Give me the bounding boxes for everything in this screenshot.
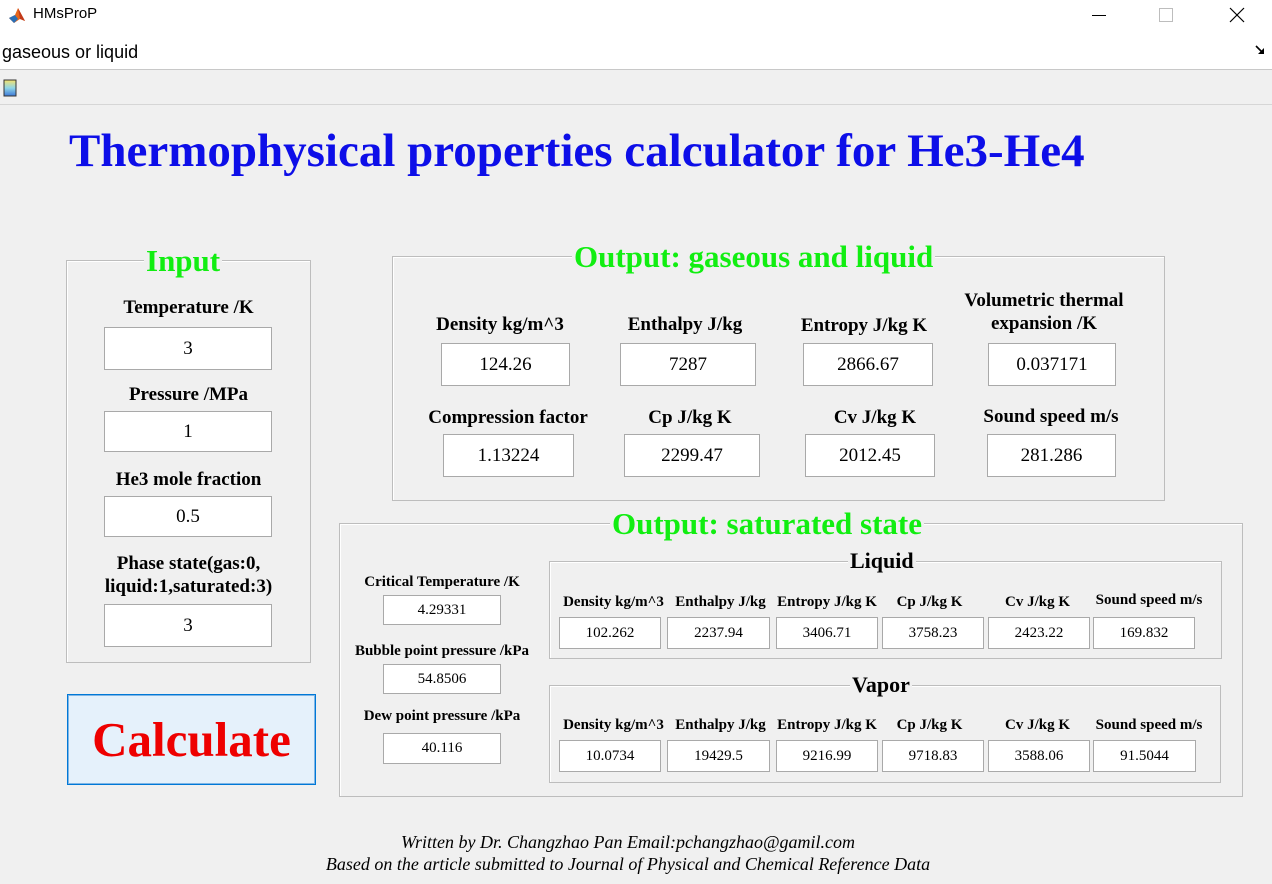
liq-density-value: 102.262 bbox=[559, 617, 661, 649]
gl-compression-label: Compression factor bbox=[428, 407, 588, 428]
vap-enthalpy-value: 19429.5 bbox=[667, 740, 770, 772]
calculate-button[interactable]: Calculate bbox=[67, 694, 316, 785]
bubble-pressure-label: Bubble point pressure /kPa bbox=[354, 643, 530, 659]
gl-cv-label: Cv J/kg K bbox=[833, 407, 917, 428]
matlab-app-icon bbox=[8, 6, 26, 24]
phase-state-input[interactable]: 3 bbox=[104, 604, 272, 647]
pressure-label: Pressure /MPa bbox=[128, 384, 249, 405]
vap-cp-value: 9718.83 bbox=[882, 740, 984, 772]
colorbar-tool-icon[interactable] bbox=[3, 79, 17, 97]
vap-sound-speed-value: 91.5044 bbox=[1093, 740, 1196, 772]
output-sat-title: Output: saturated state bbox=[612, 506, 922, 541]
maximize-button[interactable] bbox=[1143, 0, 1189, 30]
phase-state-label-line2: liquid:1,saturated:3) bbox=[104, 576, 273, 597]
input-panel-title: Input bbox=[146, 243, 221, 278]
minimize-icon bbox=[1092, 15, 1106, 16]
vap-density-value: 10.0734 bbox=[559, 740, 661, 772]
temperature-input[interactable]: 3 bbox=[104, 327, 272, 370]
vap-entropy-label: Entropy J/kg K bbox=[777, 717, 877, 733]
liq-entropy-value: 3406.71 bbox=[776, 617, 878, 649]
hint-bar bbox=[0, 30, 1272, 70]
output-gl-title: Output: gaseous and liquid bbox=[574, 239, 934, 274]
he3-fraction-label: He3 mole fraction bbox=[115, 469, 262, 490]
vapor-title: Vapor bbox=[852, 672, 910, 697]
gl-thermal-expansion-label-line1: Volumetric thermal bbox=[964, 290, 1124, 311]
liq-density-label: Density kg/m^3 bbox=[563, 594, 664, 610]
gl-compression-value: 1.13224 bbox=[443, 434, 574, 477]
vap-density-label: Density kg/m^3 bbox=[563, 717, 664, 733]
liq-enthalpy-label: Enthalpy J/kg bbox=[675, 594, 766, 610]
page-title: Thermophysical properties calculator for He3-He4 bbox=[69, 125, 1085, 177]
liq-sound-speed-label: Sound speed m/s bbox=[1095, 592, 1203, 608]
he3-fraction-input[interactable]: 0.5 bbox=[104, 496, 272, 537]
dew-pressure-value: 40.116 bbox=[383, 733, 501, 764]
close-icon bbox=[1229, 7, 1245, 23]
temperature-label: Temperature /K bbox=[123, 297, 254, 318]
gl-entropy-value: 2866.67 bbox=[803, 343, 933, 386]
dew-pressure-label: Dew point pressure /kPa bbox=[363, 708, 521, 724]
gl-density-value: 124.26 bbox=[441, 343, 570, 386]
hint-text: gaseous or liquid bbox=[2, 42, 139, 62]
gl-cp-label: Cp J/kg K bbox=[648, 407, 732, 428]
input-panel bbox=[66, 260, 311, 663]
liq-cv-value: 2423.22 bbox=[988, 617, 1090, 649]
maximize-icon bbox=[1159, 8, 1173, 22]
vap-cv-label: Cv J/kg K bbox=[1004, 717, 1070, 733]
gl-sound-speed-label: Sound speed m/s bbox=[983, 406, 1119, 427]
liq-cv-label: Cv J/kg K bbox=[1004, 594, 1070, 610]
liq-cp-value: 3758.23 bbox=[882, 617, 984, 649]
liq-entropy-label: Entropy J/kg K bbox=[777, 594, 877, 610]
gl-thermal-expansion-value: 0.037171 bbox=[988, 343, 1116, 386]
vap-entropy-value: 9216.99 bbox=[776, 740, 878, 772]
phase-state-label-line1: Phase state(gas:0, bbox=[116, 553, 261, 574]
footer-reference: Based on the article submitted to Journal of Physical and Chemical Reference Data bbox=[325, 854, 931, 874]
liq-cp-label: Cp J/kg K bbox=[896, 594, 963, 610]
critical-temperature-value: 4.29331 bbox=[383, 595, 501, 625]
vap-cp-label: Cp J/kg K bbox=[896, 717, 963, 733]
critical-temperature-label: Critical Temperature /K bbox=[364, 574, 520, 590]
toolbar bbox=[0, 70, 1272, 105]
resize-arrow-icon[interactable] bbox=[1254, 44, 1266, 56]
gl-entropy-label: Entropy J/kg K bbox=[800, 315, 928, 336]
gl-cp-value: 2299.47 bbox=[624, 434, 760, 477]
vap-cv-value: 3588.06 bbox=[988, 740, 1090, 772]
window-title: HMsProP bbox=[33, 5, 98, 22]
gl-enthalpy-label: Enthalpy J/kg bbox=[627, 314, 743, 335]
gl-cv-value: 2012.45 bbox=[805, 434, 935, 477]
gl-density-label: Density kg/m^3 bbox=[436, 314, 564, 335]
liquid-title: Liquid bbox=[850, 548, 914, 573]
gl-sound-speed-value: 281.286 bbox=[987, 434, 1116, 477]
vap-sound-speed-label: Sound speed m/s bbox=[1095, 717, 1203, 733]
liq-sound-speed-value: 169.832 bbox=[1093, 617, 1195, 649]
bubble-pressure-value: 54.8506 bbox=[383, 664, 501, 694]
pressure-input[interactable]: 1 bbox=[104, 411, 272, 452]
gl-thermal-expansion-label-line2: expansion /K bbox=[990, 313, 1098, 334]
minimize-button[interactable] bbox=[1076, 0, 1122, 30]
gl-enthalpy-value: 7287 bbox=[620, 343, 756, 386]
liq-enthalpy-value: 2237.94 bbox=[667, 617, 770, 649]
close-button[interactable] bbox=[1214, 0, 1260, 30]
footer-author: Written by Dr. Changzhao Pan Email:pchangzhao@gamil.com bbox=[400, 832, 856, 852]
window-titlebar bbox=[0, 0, 1272, 30]
vap-enthalpy-label: Enthalpy J/kg bbox=[675, 717, 766, 733]
